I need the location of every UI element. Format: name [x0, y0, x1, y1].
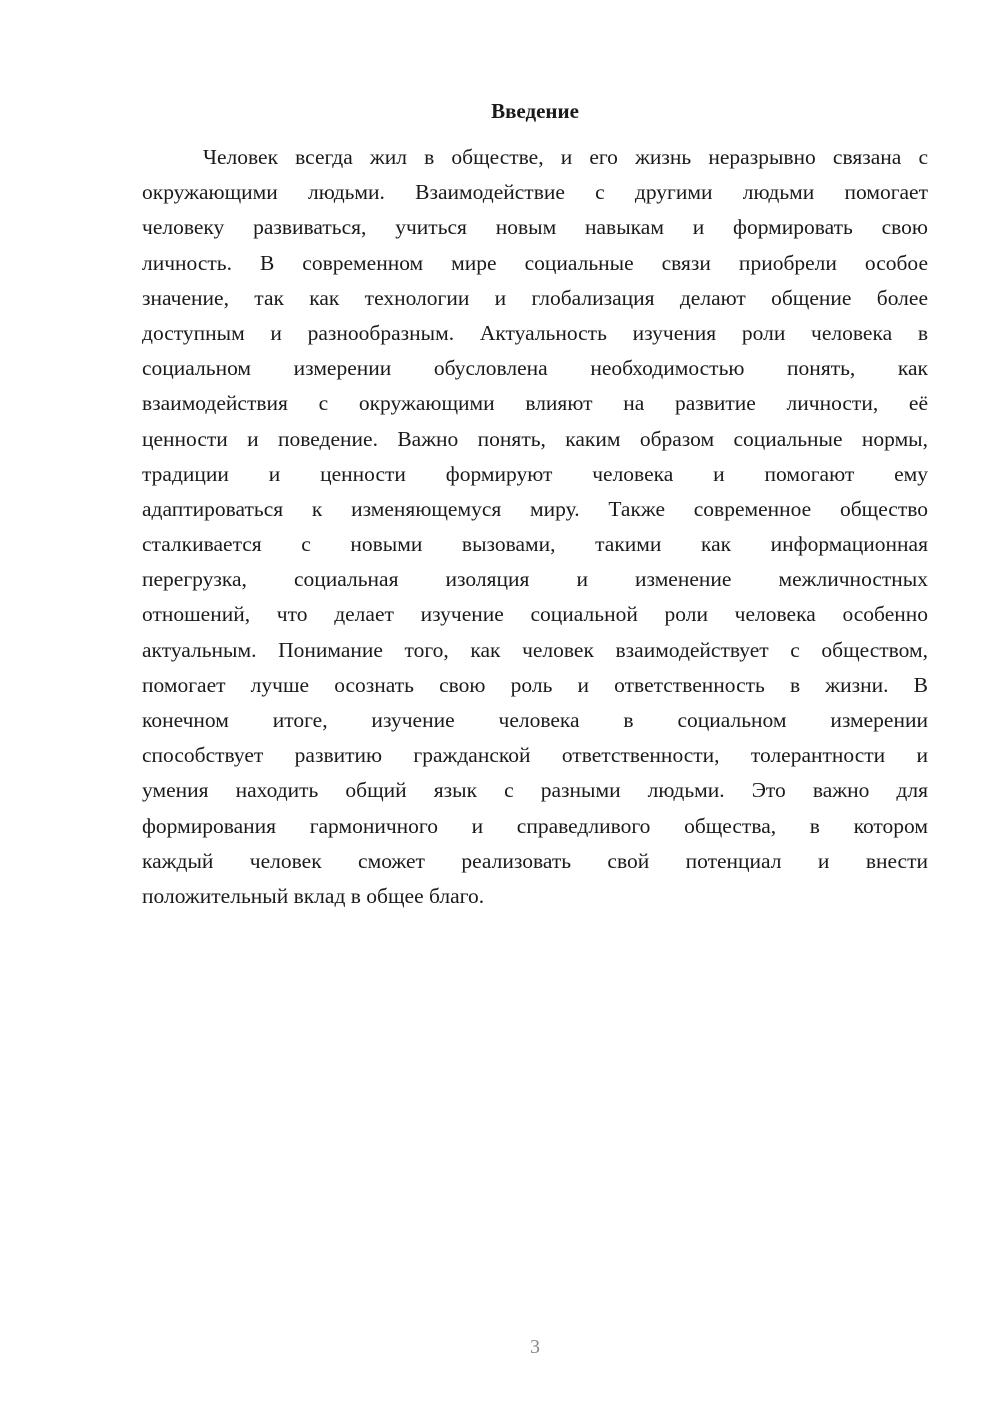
paragraph-line: формирования гармоничного и справедливого общества, в котором [142, 813, 928, 838]
paragraph-line: помогает лучше осознать свою роль и ответственность в жизни. В [142, 672, 928, 697]
paragraph-line: положительный вклад в общее благо. [142, 883, 485, 908]
paragraph-line: социальном измерении обусловлена необходимостью понять, как [142, 356, 928, 381]
paragraph-line: взаимодействия с окружающими влияют на развитие личности, её [142, 391, 928, 416]
paragraph-line: доступным и разнообразным. Актуальность изучения роли человека в [142, 320, 928, 345]
paragraph-line: человеку развиваться, учиться новым навыкам и формировать свою [142, 215, 928, 240]
paragraph-line: окружающими людьми. Взаимодействие с другими людьми помогает [142, 180, 928, 205]
paragraph-line: традиции и ценности формируют человека и помогают ему [142, 461, 928, 486]
paragraph-line: перегрузка, социальная изоляция и изменение межличностных [142, 567, 928, 592]
paragraph-line: ценности и поведение. Важно понять, каким образом социальные нормы, [142, 426, 928, 451]
paragraph-line: адаптироваться к изменяющемуся миру. Также современное общество [142, 496, 928, 521]
paragraph-line: сталкивается с новыми вызовами, такими как информационная [142, 532, 928, 557]
body-paragraph [142, 140, 928, 914]
paragraph-line: актуальным. Понимание того, как человек взаимодействует с обществом, [142, 637, 928, 662]
paragraph-line: конечном итоге, изучение человека в социальном измерении [142, 708, 928, 732]
paragraph-line: значение, так как технологии и глобализация делают общение более [142, 285, 928, 310]
paragraph-line: умения находить общий язык с разными людьми. Это важно для [142, 778, 928, 803]
paragraph-line: личность. В современном мире социальные связи приобрели особое [142, 250, 928, 275]
paragraph-line: способствует развитию гражданской ответственности, толерантности и [142, 743, 928, 768]
paragraph-line: Человек всегда жил в обществе, и его жизнь неразрывно связана с [203, 145, 928, 169]
section-heading: Введение [491, 99, 579, 123]
page-number: 3 [530, 1336, 540, 1358]
paragraph-line: каждый человек сможет реализовать свой потенциал и внести [142, 848, 928, 873]
paragraph-line: отношений, что делает изучение социальной роли человека особенно [142, 602, 928, 627]
